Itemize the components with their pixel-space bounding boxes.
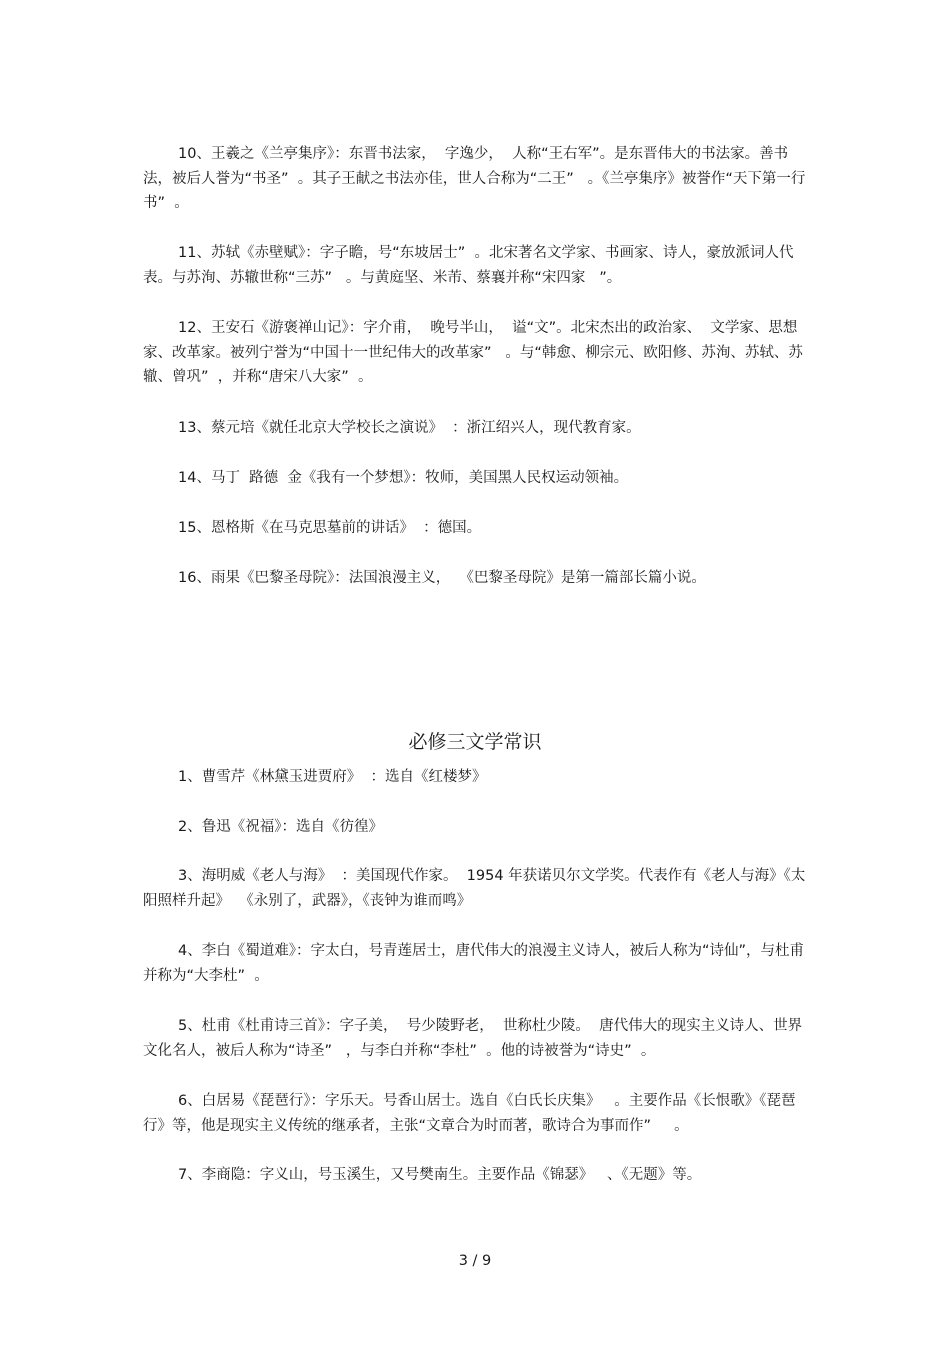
paragraph-item-4: 4、李白《蜀道难》：字太白，号青莲居士，唐代伟大的浪漫主义诗人，被后人称为“诗仙”，与杜甫并称为“大李杜” 。 xyxy=(143,943,804,984)
paragraph-item-12: 12、王安石《游褒禅山记》：字介甫， 晚号半山， 谥“文”。北宋杰出的政治家、 文学家、思想家、改革家。被列宁誉为“中国十一世纪伟大的改革家” 。与“韩愈、柳宗元、欧阳修、苏洵、苏轼、苏辙、曾巩” ，并称“唐宋八大家” 。 xyxy=(143,320,803,385)
paragraph-item-1: 1、曹雪芹《林黛玉进贾府》 ：选自《红楼梦》 xyxy=(178,769,487,785)
paragraph-item-13: 13、蔡元培《就任北京大学校长之演说》 ：浙江绍兴人，现代教育家。 xyxy=(178,420,641,436)
paragraph-item-16: 16、雨果《巴黎圣母院》：法国浪漫主义， 《巴黎圣母院》是第一篇部长篇小说。 xyxy=(178,570,706,586)
paragraph-item-5: 5、杜甫《杜甫诗三首》：字子美， 号少陵野老， 世称杜少陵。 唐代伟大的现实主义诗人、世界文化名人，被后人称为“诗圣” ，与李白并称“李杜” 。他的诗被誉为“诗史” 。 xyxy=(143,1018,803,1059)
paragraph-item-6: 6、白居易《琵琶行》：字乐天。号香山居士。选自《白氏长庆集》 。主要作品《长恨歌》《琵琶行》等，他是现实主义传统的继承者，主张“文章合为时而著，歌诗合为事而作” 。 xyxy=(143,1093,796,1134)
page-number: 3 / 9 xyxy=(458,1253,492,1269)
paragraph-item-10: 10、王羲之《兰亭集序》：东晋书法家， 字逸少， 人称“王右军”。是东晋伟大的书法家。善书法，被后人誉为“书圣” 。其子王献之书法亦佳，世人合称为“二王” 。《兰亭集序》被誉作“天下第一行书” 。 xyxy=(143,146,806,211)
paragraph-item-11: 11、苏轼《赤壁赋》：字子瞻，号“东坡居士” 。北宋著名文学家、书画家、诗人，豪放派词人代表。与苏洵、苏辙世称“三苏” 。与黄庭坚、米芾、蔡襄并称“宋四家 ”。 xyxy=(143,245,794,286)
section-heading: 必修三文学常识 xyxy=(408,731,542,753)
paragraph-item-2: 2、鲁迅《祝福》：选自《彷徨》 xyxy=(178,819,383,835)
paragraph-item-3: 3、海明威《老人与海》 ：美国现代作家。 1954 年获诺贝尔文学奖。代表作有《老人与海》《太阳照样升起》 《永别了，武器》，《丧钟为谁而鸣》 xyxy=(143,868,806,909)
paragraph-item-7: 7、李商隐：字义山，号玉溪生，又号樊南生。主要作品《锦瑟》 、《无题》等。 xyxy=(178,1167,702,1183)
paragraph-item-14: 14、马丁 路德 金《我有一个梦想》：牧师，美国黑人民权运动领袖。 xyxy=(178,470,629,486)
paragraph-item-15: 15、恩格斯《在马克思墓前的讲话》 ：德国。 xyxy=(178,520,482,536)
